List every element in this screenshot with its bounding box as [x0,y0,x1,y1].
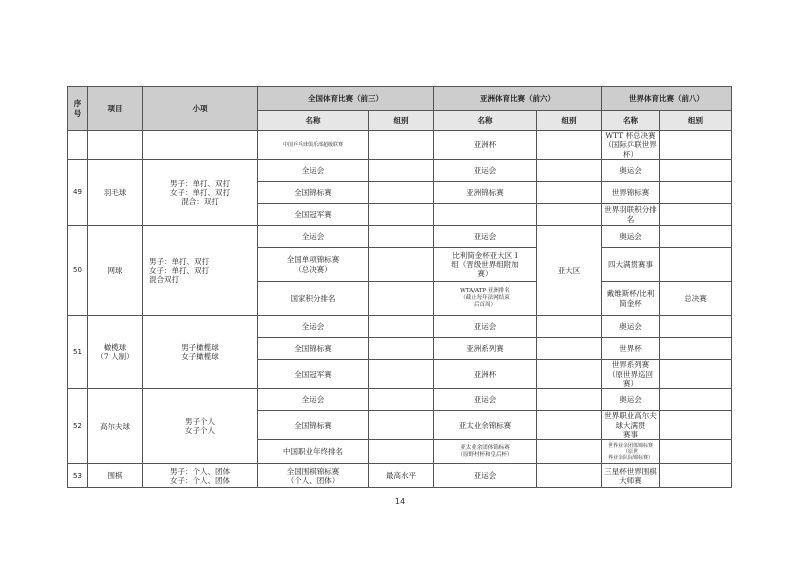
table-row [68,226,732,248]
cell [537,411,602,440]
cell: 全国锦标赛 [258,411,369,440]
header-asian: 亚洲体育比赛（前六） [434,87,602,111]
cell: 全国锦标赛 [258,338,369,360]
cell [369,440,434,464]
cell: 全国单项锦标赛 （总决赛） [258,248,369,282]
cell: 奥运会 [602,316,660,338]
cell [537,389,602,411]
cell [369,360,434,389]
cell [369,182,434,204]
sub-cell: 男子：单打、双打 女子：单打、双打 混合：双打 [143,160,258,226]
project-cell: 高尔夫球 [88,389,143,464]
header-project: 项目 [88,87,143,131]
cell [660,248,732,282]
cell: 亚洲杯 [434,360,537,389]
cell: 亚运会 [434,316,537,338]
cell [660,131,732,160]
cell: 世界羽联积分排名 [602,204,660,226]
seq-cell: 51 [68,316,88,389]
header-world-group: 组别 [660,111,732,131]
cell [369,226,434,248]
cell [660,338,732,360]
cell: 世界锦标赛 [602,182,660,204]
cell: WTA/ATP 亚洲排名 （截止每年法网结束 后首周） [434,282,537,316]
cell: 比利简金杯亚大区 I 组（晋级世界组附加 赛） [434,248,537,282]
cell [660,464,732,488]
table-row [68,464,732,488]
cell [369,131,434,160]
cell: 总决赛 [660,282,732,316]
seq-cell: 49 [68,160,88,226]
cell: 亚太业余锦标赛 [434,411,537,440]
seq-cell: 52 [68,389,88,464]
cell [660,440,732,464]
cell: 世界职业高尔夫球大满贯 赛事 [602,411,660,440]
cell: 奥运会 [602,226,660,248]
cell [537,131,602,160]
header-sub: 小项 [143,87,258,131]
sub-cell: 男子橄榄球 女子橄榄球 [143,316,258,389]
cell: 全国冠军赛 [258,204,369,226]
sports-events-table [67,86,732,488]
cell: 亚运会 [434,464,537,488]
page-number: 14 [394,497,406,506]
cell [537,182,602,204]
cell [537,316,602,338]
cell [143,131,258,160]
cell: 奥运会 [602,160,660,182]
cell [660,360,732,389]
cell [537,440,602,464]
cell: 亚运会 [434,226,537,248]
cell [537,204,602,226]
header-asian-group: 组别 [537,111,602,131]
cell: 亚运会 [434,160,537,182]
cell: 最高水平 [369,464,434,488]
cell [369,160,434,182]
cell [660,204,732,226]
cell [369,338,434,360]
project-cell: 橄榄球 （7 人制） [88,316,143,389]
cell: 世界业余团体锦标赛（原世 界业余队际锦标赛） [602,440,660,464]
cell [369,389,434,411]
header-world: 世界体育比赛（前八） [602,87,732,111]
table-row [68,160,732,182]
cell: 奥运会 [602,389,660,411]
cell [68,131,88,160]
cell: 中国乒乓球俱乐部超级联赛 [258,131,369,160]
cell [369,204,434,226]
cell: 中国职业年终排名 [258,440,369,464]
table-row [68,389,732,411]
sub-cell: 男子：单打、双打 女子：单打、双打 混合双打 [143,226,258,316]
cell: 亚洲杯 [434,131,537,160]
header-national-group: 组别 [369,111,434,131]
cell [369,282,434,316]
cell [660,160,732,182]
cell [369,411,434,440]
cell [660,316,732,338]
cell: 戴维斯杯/比利简金杯 [602,282,660,316]
cell: 全国围棋锦标赛 （个人、团体） [258,464,369,488]
sub-cell: 男子：个人、团体 女子：个人、团体 [143,464,258,488]
cell [369,316,434,338]
cell [660,226,732,248]
cell: 全运会 [258,226,369,248]
group-cell: 亚大区 [537,226,602,316]
cell: WTT 杯总决赛 （国际乒联世界杯） [602,131,660,160]
cell: 四大满贯赛事 [602,248,660,282]
cell: 世界杯 [602,338,660,360]
cell [660,182,732,204]
cell: 国家积分排名 [258,282,369,316]
sub-cell: 男子个人 女子个人 [143,389,258,464]
header-national: 全国体育比赛（前三） [258,87,434,111]
cell: 亚运会 [434,389,537,411]
table-row [68,131,732,160]
header-world-name: 名称 [602,111,660,131]
header-asian-name: 名称 [434,111,537,131]
header-national-name: 名称 [258,111,369,131]
cell [88,131,143,160]
cell: 全运会 [258,160,369,182]
cell [369,248,434,282]
header-seq: 序 号 [68,87,88,131]
project-cell: 网球 [88,226,143,316]
cell [537,360,602,389]
cell: 世界系列赛 （原世界巡回赛） [602,360,660,389]
cell: 三星杯世界围棋大师赛 [602,464,660,488]
seq-cell: 53 [68,464,88,488]
cell [537,464,602,488]
cell [660,411,732,440]
cell: 全运会 [258,389,369,411]
cell [537,338,602,360]
project-cell: 羽毛球 [88,160,143,226]
cell: 全运会 [258,316,369,338]
cell [537,160,602,182]
cell [434,204,537,226]
cell: 全国锦标赛 [258,182,369,204]
cell: 亚太业余团体锦标赛 （原野村杯和皇后杯） [434,440,537,464]
table-row [68,316,732,338]
seq-cell: 50 [68,226,88,316]
cell: 全国冠军赛 [258,360,369,389]
cell: 亚洲锦标赛 [434,182,537,204]
project-cell: 围棋 [88,464,143,488]
cell [660,389,732,411]
cell: 亚洲系列赛 [434,338,537,360]
